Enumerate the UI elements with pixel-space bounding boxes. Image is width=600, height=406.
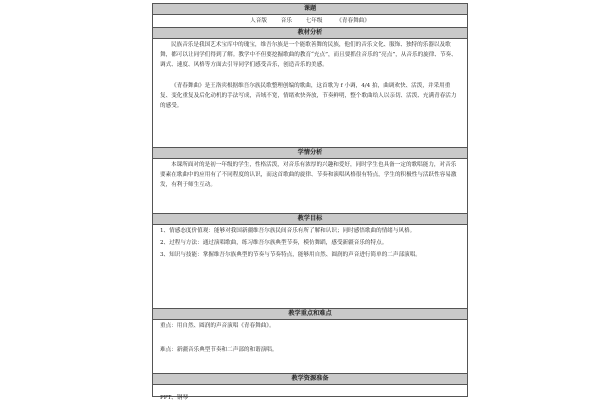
difficult-point: 难点：新疆音乐典型节奏和二声部的和谐演唱。 xyxy=(160,347,278,354)
meta-subject: 音乐 xyxy=(280,18,292,24)
material-analysis-cell xyxy=(153,39,467,148)
meta-grade: 七年级 xyxy=(305,18,323,24)
goals-cell xyxy=(153,225,467,309)
material-paragraph-2: 《青春舞曲》是王洛宾根据维吾尔族民歌整理创编的歌曲，这首歌为 f 小调，4/4 拍，曲调欢快、活泼，并采用重复、变化重复及后化动机的手法写成，音域不宽，情绪欢快奔放，节奏鲜明，整个歌曲给人以亲切、活泼、充满青春活力的感受。 xyxy=(160,82,457,110)
meta-publisher: 人音版 xyxy=(250,18,267,24)
resources-text: PPT、钢琴 xyxy=(160,395,189,401)
lesson-meta-row xyxy=(153,15,467,28)
section-header-keypoints: 教学重点和难点 xyxy=(153,309,467,320)
students-analysis-cell xyxy=(153,159,467,214)
students-paragraph: 本课所面对的是初一年级的学生，性格活泼，对音乐有浓厚的兴趣和爱好，同时学生也具备一定的歌唱能力，对音乐要素在歌曲中的应用有了不同程度的认识，而这首歌曲的旋律、节奏和演唱风格很有特点，学生的积极性与活跃性容易激发，有利于师生互动。 xyxy=(160,162,457,189)
lesson-plan-table xyxy=(152,3,468,401)
material-paragraph-1: 民族音乐是我国艺术宝库中的瑰宝，维吾尔族是一个能歌善舞的民族，他们的音乐文化、服饰、独特的乐器以及歌舞，都可以让同学们得到了解。教学中不但要挖掘歌曲的教育“充点”，而且要抓住音乐的“亮点”，从音乐的旋律、节奏、调式、速度、风格等方面去引导同学们感受音乐，创造音乐的美感。 xyxy=(160,42,457,69)
keypoints-cell xyxy=(153,320,467,374)
goal-item-3: 3、知识与技能：掌握维吾尔族典型的节奏与节奏特点，能够用自然、圆润的声音进行简单的二声部演唱。 xyxy=(160,252,421,259)
goal-item-1: 1、情感态度价值观：能够对我国新疆维吾尔族民间音乐有所了解和认识；同时感悟歌曲的情绪与风格。 xyxy=(160,228,416,234)
key-point: 重点：用自然、圆润的声音演唱《青春舞曲》。 xyxy=(160,323,275,329)
title-header: 课题 xyxy=(153,4,467,15)
section-header-material: 教材分析 xyxy=(153,28,467,39)
section-header-students: 学情分析 xyxy=(153,148,467,159)
section-header-resources: 教学资源准备 xyxy=(153,374,467,385)
section-header-goals: 教学目标 xyxy=(153,214,467,225)
resources-cell xyxy=(153,385,467,406)
goal-item-2: 2、过程与方法：通过演唱歌曲，练习维吾尔族典型节奏，模仿舞蹈，感受新疆音乐的特点。 xyxy=(160,240,388,247)
meta-song-title: 《青春舞曲》 xyxy=(336,18,370,24)
